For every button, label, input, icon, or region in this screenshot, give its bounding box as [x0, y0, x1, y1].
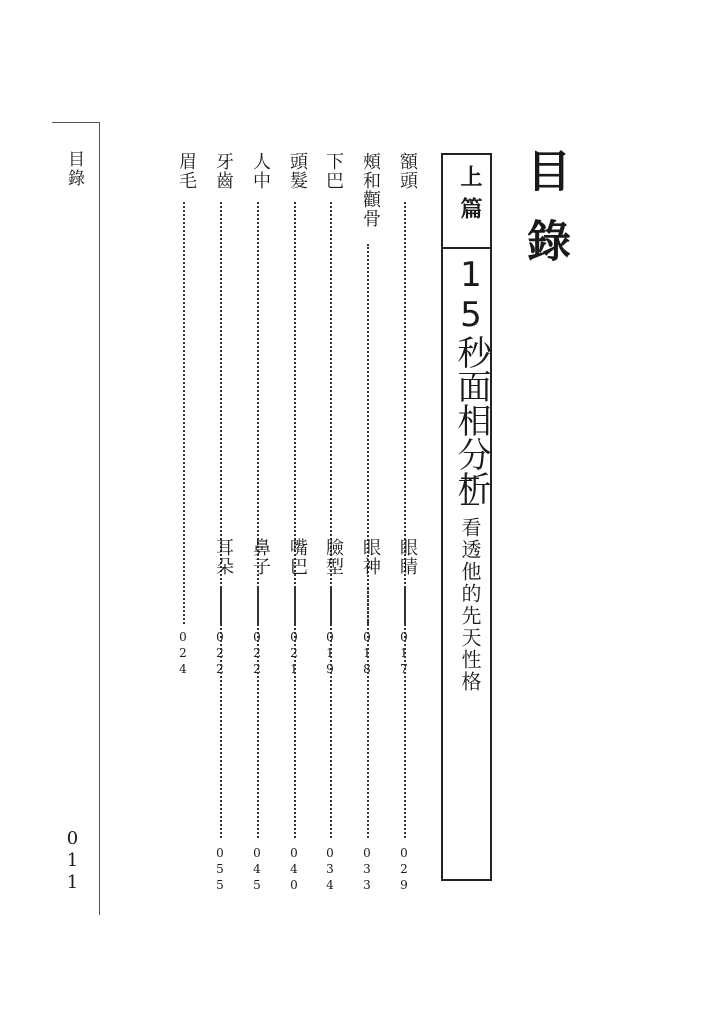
toc-entry-label: 額頭 [397, 152, 418, 190]
section-subtitle: ——看透他的先天性格 [458, 465, 482, 693]
toc-entry-label: 嘴巴 [287, 538, 308, 576]
toc-entry-page: 021 [287, 630, 301, 678]
toc-entry-label: 臉型 [323, 538, 344, 576]
page-title: 目錄 [519, 148, 570, 288]
toc-entry-page: 022 [250, 630, 264, 678]
page-number: 011 [62, 828, 83, 894]
leader-dots [220, 588, 222, 838]
toc-entry[interactable] [247, 538, 269, 898]
toc-entry[interactable] [357, 538, 379, 898]
toc-entry-page: 034 [323, 846, 337, 894]
toc-entry-page: 055 [213, 846, 227, 894]
toc-entry-page: 033 [360, 846, 374, 894]
section-label: 上篇 [457, 165, 483, 229]
toc-entry-label: 人中 [250, 152, 271, 190]
toc-entry[interactable] [284, 538, 306, 898]
sidebar-rule [99, 122, 100, 915]
toc-entry-label: 下巴 [323, 152, 344, 190]
sidebar-rule-top [52, 122, 99, 123]
toc-entry-label: 耳朵 [213, 538, 234, 576]
leader-dots [404, 588, 406, 838]
toc-entry-page: 045 [250, 846, 264, 894]
leader-dots [367, 588, 369, 838]
leader-dots [330, 588, 332, 838]
toc-entry-label: 眉毛 [176, 152, 197, 190]
toc-entry-label: 頭髮 [287, 152, 308, 190]
toc-entry[interactable] [173, 152, 197, 678]
toc-entry-label: 眼神 [360, 538, 381, 576]
toc-entry-page: 019 [323, 630, 337, 678]
leader-dots [183, 202, 185, 624]
toc-entry-page: 017 [397, 630, 411, 678]
leader-dots [294, 588, 296, 838]
toc-entry-label: 頰和顴骨 [360, 152, 381, 228]
toc-entry-label: 眼睛 [397, 538, 418, 576]
toc-entry[interactable] [210, 538, 232, 898]
running-header-title: 目錄 [64, 150, 84, 188]
toc-entry-page: 022 [213, 630, 227, 678]
leader-dots [257, 588, 259, 838]
section-title: 15秒面相分析 [451, 255, 491, 505]
toc-entry-page: 024 [176, 630, 190, 678]
toc-entry-label: 牙齒 [213, 152, 234, 190]
section-label-box [443, 155, 490, 249]
toc-entry-label: 鼻子 [250, 538, 271, 576]
toc-entry-page: 040 [287, 846, 301, 894]
toc-entry-page: 018 [360, 630, 374, 678]
toc-entry-page: 029 [397, 846, 411, 894]
section-heading-box [441, 153, 492, 881]
toc-entry[interactable] [394, 538, 416, 898]
toc-entry[interactable] [320, 538, 342, 898]
